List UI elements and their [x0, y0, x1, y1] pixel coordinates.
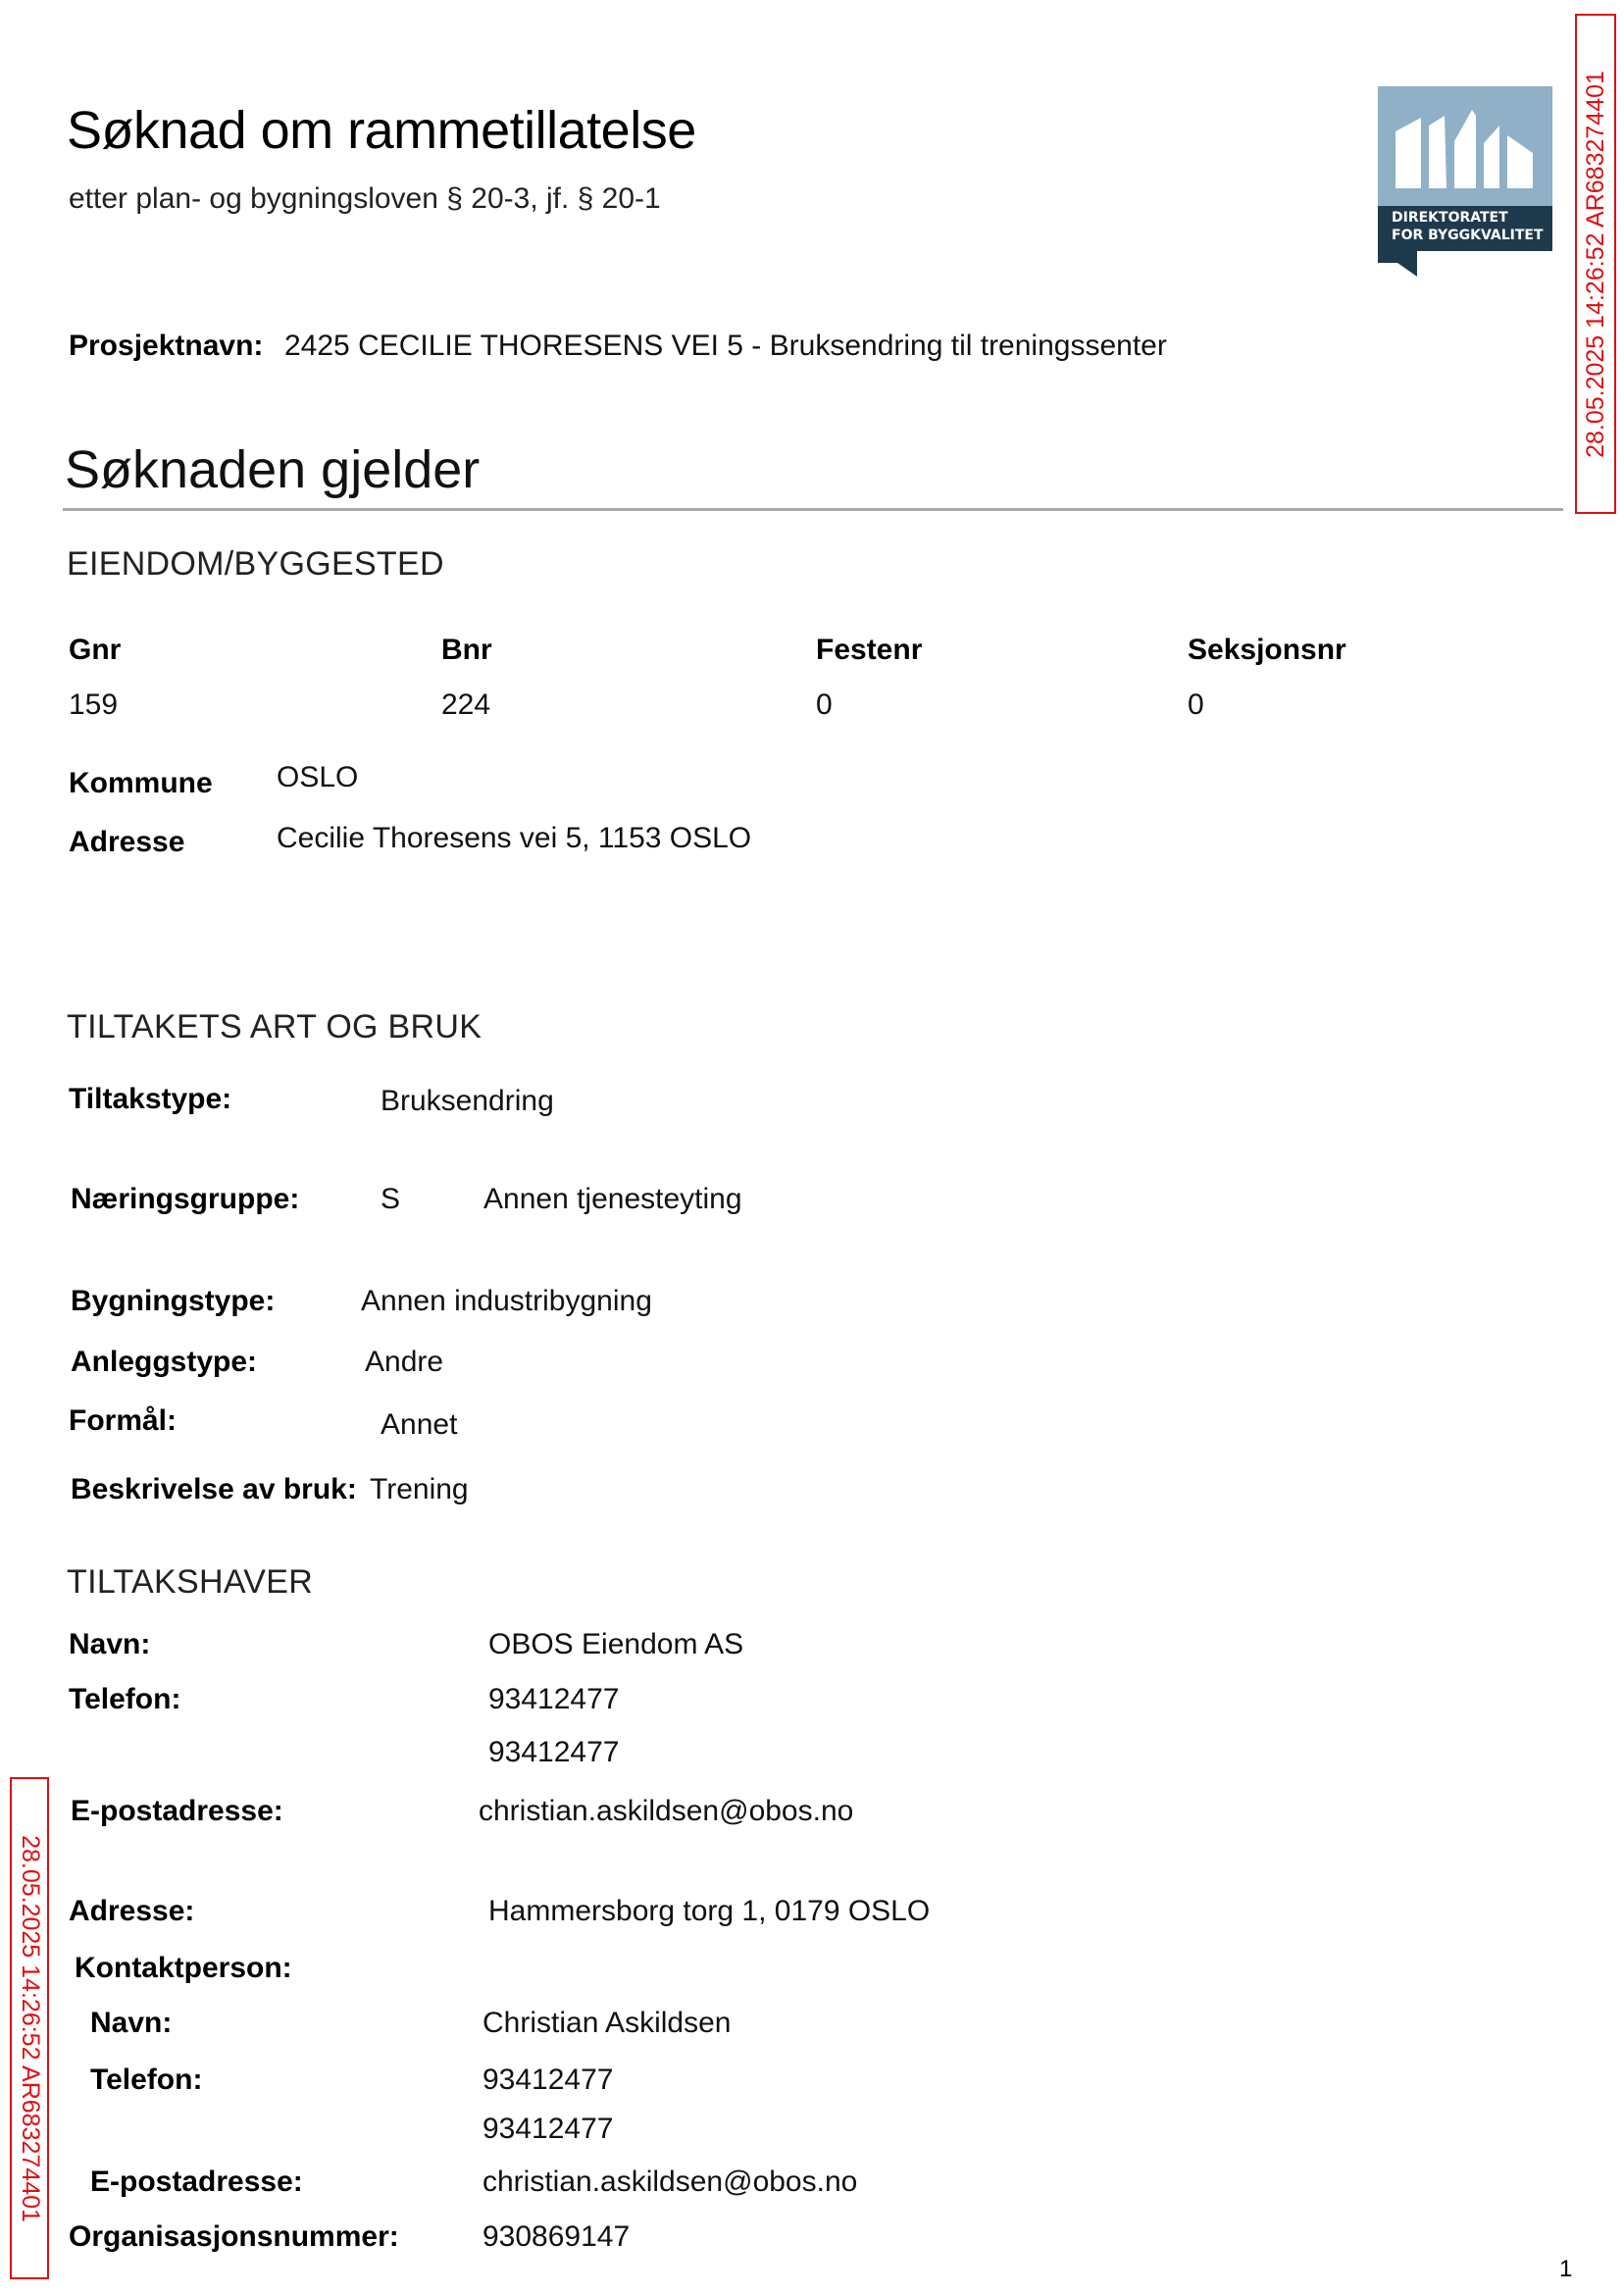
kommune-label: Kommune: [69, 767, 213, 799]
section-title: Søknaden gjelder: [65, 440, 481, 499]
tiltakstype-value: Bruksendring: [381, 1085, 554, 1117]
seksjonsnr-label: Seksjonsnr: [1188, 634, 1346, 666]
adresse-value: Cecilie Thoresens vei 5, 1153 OSLO: [277, 822, 752, 854]
document-title: Søknad om rammetillatelse: [67, 101, 696, 160]
beskrivelse-label: Beskrivelse av bruk:: [71, 1473, 357, 1505]
page-number: 1: [1559, 2256, 1573, 2282]
seksjonsnr-value: 0: [1188, 688, 1204, 721]
logo-text-line2: FOR BYGGKVALITET: [1392, 228, 1544, 243]
owner-epost-value: christian.askildsen@obos.no: [479, 1795, 854, 1827]
owner-telefon-value-2: 93412477: [488, 1736, 620, 1768]
owner-navn-value: OBOS Eiendom AS: [488, 1628, 744, 1660]
bnr-label: Bnr: [441, 634, 492, 666]
logo-text-line1: DIREKTORATET: [1392, 210, 1508, 226]
kontakt-epost-label: E-postadresse:: [90, 2166, 303, 2198]
owner-navn-label: Navn:: [69, 1628, 151, 1660]
owner-telefon-label: Telefon:: [69, 1683, 181, 1715]
kontaktperson-label: Kontaktperson:: [75, 1952, 292, 1984]
formal-value: Annet: [381, 1408, 458, 1441]
kontakt-navn-label: Navn:: [90, 2007, 173, 2039]
naeringsgruppe-value: Annen tjenesteyting: [483, 1183, 742, 1215]
gnr-label: Gnr: [69, 634, 122, 666]
dibk-logo-icon: [1378, 86, 1552, 277]
festenr-label: Festenr: [816, 634, 923, 666]
timestamp-stamp-top: [1575, 14, 1616, 514]
timestamp-stamp-bottom: [10, 1777, 49, 2279]
adresse-label: Adresse: [69, 826, 185, 858]
project-name-value: 2425 CECILIE THORESENS VEI 5 - Bruksendring til treningssenter: [284, 330, 1167, 362]
kontakt-epost-value: christian.askildsen@obos.no: [482, 2166, 858, 2198]
anleggstype-label: Anleggstype:: [71, 1346, 258, 1378]
timestamp-stamp-top-text: 28.05.2025 14:26:52 AR683274401: [1581, 70, 1609, 458]
owner-adresse-value: Hammersborg torg 1, 0179 OSLO: [488, 1895, 931, 1927]
gnr-value: 159: [69, 688, 119, 721]
tiltakstype-label: Tiltakstype:: [69, 1083, 232, 1115]
property-heading: EIENDOM/BYGGESTED: [67, 545, 444, 583]
bygningstype-label: Bygningstype:: [71, 1285, 276, 1317]
document-subtitle: etter plan- og bygningsloven § 20-3, jf. § 20-1: [69, 182, 661, 215]
measure-heading: TILTAKETS ART OG BRUK: [67, 1008, 482, 1045]
kontakt-telefon-value-2: 93412477: [482, 2113, 614, 2145]
anleggstype-value: Andre: [365, 1346, 444, 1378]
naeringsgruppe-label: Næringsgruppe:: [71, 1183, 300, 1215]
naeringsgruppe-code: S: [381, 1183, 401, 1215]
timestamp-stamp-bottom-text: 28.05.2025 14:26:52 AR683274401: [16, 1834, 44, 2222]
owner-heading: TILTAKSHAVER: [67, 1563, 314, 1601]
owner-adresse-label: Adresse:: [69, 1895, 195, 1927]
festenr-value: 0: [816, 688, 833, 721]
bnr-value: 224: [441, 688, 491, 721]
orgnr-label: Organisasjonsnummer:: [69, 2220, 399, 2253]
project-name-label: Prosjektnavn:: [69, 330, 264, 362]
beskrivelse-value: Trening: [370, 1473, 469, 1505]
kontakt-telefon-label: Telefon:: [90, 2064, 203, 2096]
kommune-value: OSLO: [277, 761, 359, 793]
owner-epost-label: E-postadresse:: [71, 1795, 283, 1827]
formal-label: Formål:: [69, 1404, 178, 1437]
bygningstype-value: Annen industribygning: [361, 1285, 652, 1317]
dibk-logo: [1378, 86, 1552, 277]
section-divider: [63, 508, 1563, 511]
owner-telefon-value-1: 93412477: [488, 1683, 620, 1715]
kontakt-telefon-value-1: 93412477: [482, 2064, 614, 2096]
orgnr-value: 930869147: [482, 2220, 631, 2253]
kontakt-navn-value: Christian Askildsen: [482, 2007, 732, 2039]
